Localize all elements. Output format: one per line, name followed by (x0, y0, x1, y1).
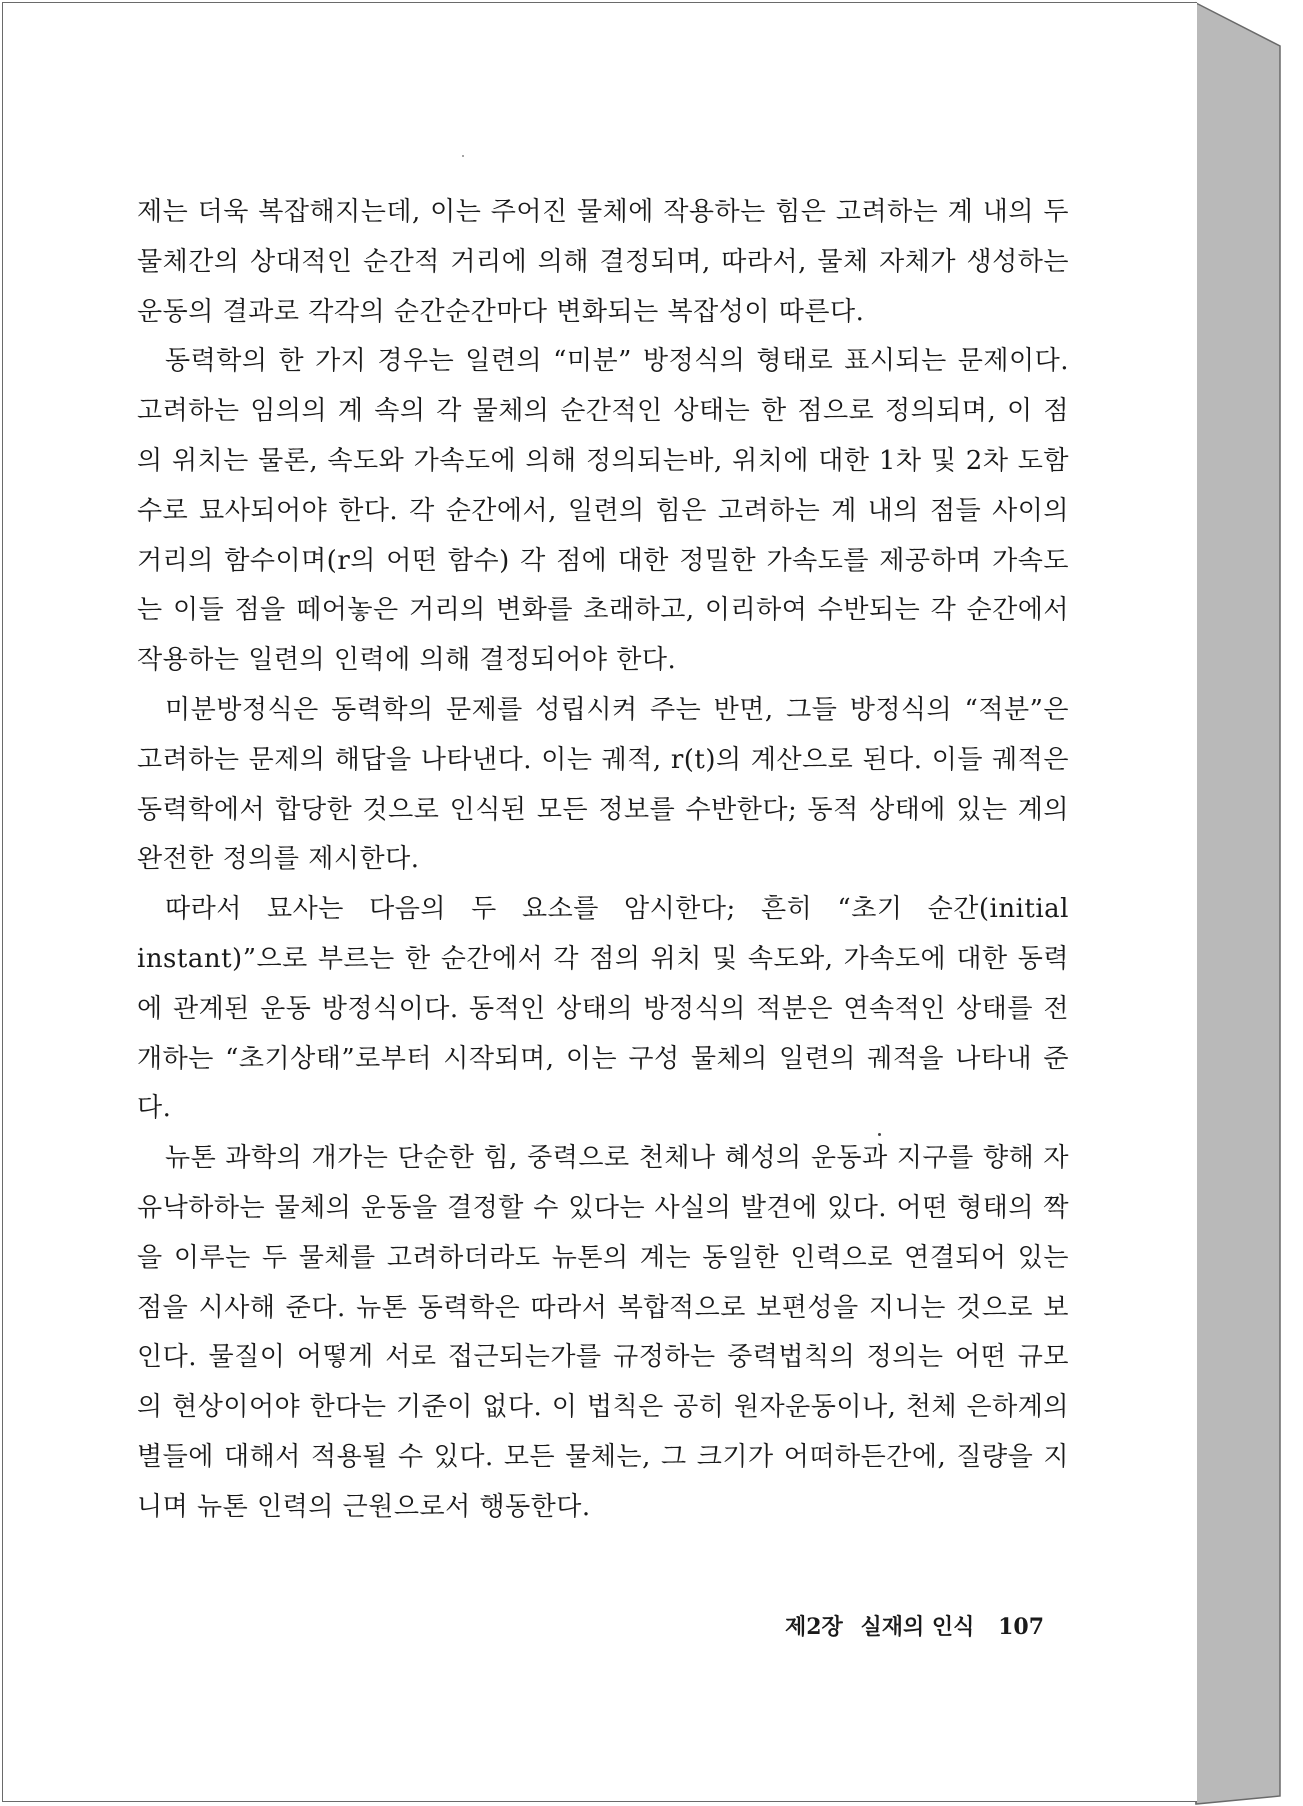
paragraph: 따라서 묘사는 다음의 두 요소를 암시한다; 흔히 “초기 순간(initial instant)”으로 부르는 한 순간에서 각 점의 위치 및 속도와, 가속도에 대한 동력에 관계된 운동 방정식이다. 동적인 상태의 방정식의 적분은 연속적인 상태를 전개하는 “초기상태”로부터 시작되며, 이는 구성 물체의 일련의 궤적을 나타내 준다. (137, 894, 1069, 1124)
scan-speck (462, 155, 464, 157)
page-number: 107 (998, 1614, 1045, 1640)
running-footer (785, 1610, 1054, 1641)
scan-speck (878, 1133, 881, 1136)
paragraph: 미분방정식은 동력학의 문제를 성립시켜 주는 반면, 그들 방정식의 “적분”은 고려하는 문제의 해답을 나타낸다. 이는 궤적, r(t)의 계산으로 된다. 이들 궤적은 동력학에서 합당한 것으로 인식된 모든 정보를 수반한다; 동적 상태에 있는 계의 완전한 정의를 제시한다. (137, 694, 1069, 875)
paragraph: 동력학의 한 가지 경우는 일련의 “미분” 방정식의 형태로 표시되는 문제이다. 고려하는 임의의 계 속의 각 물체의 순간적인 상태는 한 점으로 정의되며, 이 점의 위치는 물론, 속도와 가속도에 의해 정의되는바, 위치에 대한 1차 및 2차 도함수로 묘사되어야 한다. 각 순간에서, 일련의 힘은 고려하는 계 내의 점들 사이의 거리의 함수이며(r의 어떤 함수) 각 점에 대한 정밀한 가속도를 제공하며 가속도는 이들 점을 떼어놓은 거리의 변화를 초래하고, 이리하여 수반되는 각 순간에서 작용하는 일련의 인력에 의해 결정되어야 한다. (137, 346, 1069, 676)
paragraph: 제는 더욱 복잡해지는데, 이는 주어진 물체에 작용하는 힘은 고려하는 계 내의 두 물체간의 상대적인 순간적 거리에 의해 결정되며, 따라서, 물체 자체가 생성하는 운동의 결과로 각각의 순간순간마다 변화되는 복잡성이 따른다. (137, 197, 1069, 327)
chapter-title: 실재의 인식 (860, 1614, 975, 1640)
body-text (137, 188, 1069, 1533)
chapter-label: 제2장 (785, 1614, 843, 1640)
paragraph: 뉴톤 과학의 개가는 단순한 힘, 중력으로 천체나 혜성의 운동과 지구를 향해 자유낙하하는 물체의 운동을 결정할 수 있다는 사실의 발견에 있다. 어떤 형태의 짝을 이루는 두 물체를 고려하더라도 뉴톤의 계는 동일한 인력으로 연결되어 있는 점을 시사해 준다. 뉴톤 동력학은 따라서 복합적으로 보편성을 지니는 것으로 보인다. 물질이 어떻게 서로 접근되는가를 규정하는 중력법칙의 정의는 어떤 규모의 현상이어야 한다는 기준이 없다. 이 법칙은 공히 원자운동이나, 천체 은하계의 별들에 대해서 적용될 수 있다. 모든 물체는, 그 크기가 어떠하든간에, 질량을 지니며 뉴톤 인력의 근원으로서 행동한다. (137, 1143, 1070, 1522)
